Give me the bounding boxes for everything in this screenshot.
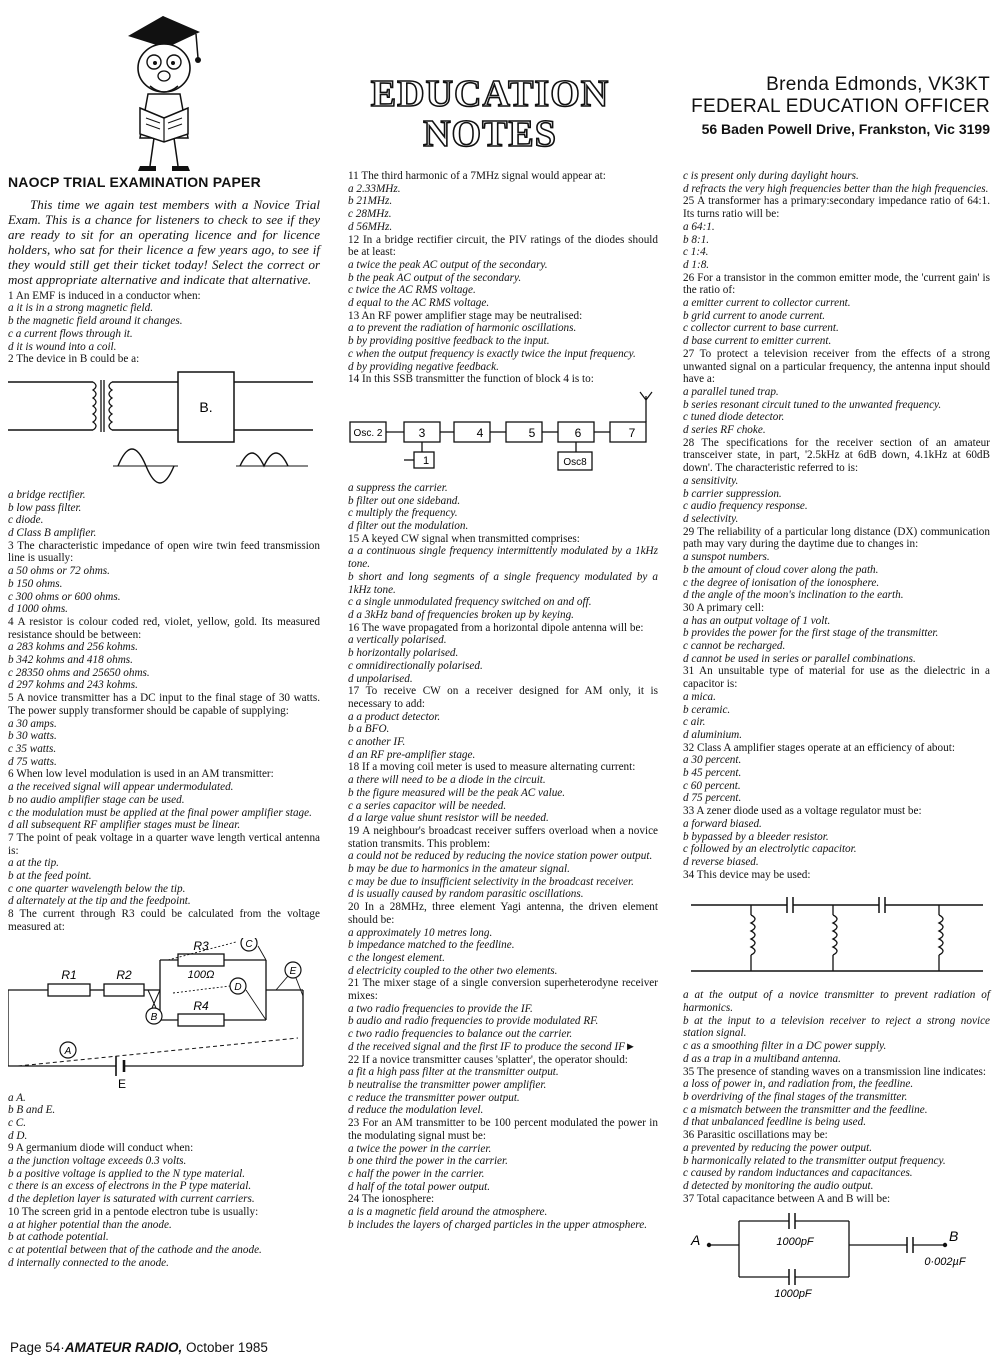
answer-option: a approximately 10 metres long. — [348, 926, 493, 939]
answer-option: c audio frequency response. — [683, 500, 808, 513]
answer-option: a 2.33MHz. — [348, 182, 401, 195]
question-text: 5 A novice transmitter has a DC input to the final stage of 30 watts. The power supply transformer should be capable of supplying: — [8, 692, 320, 717]
answer-option: c the degree of ionisation of the ionosphere. — [683, 576, 880, 589]
answer-option: d it is wound into a coil. — [8, 340, 117, 353]
question-text: 10 The screen grid in a pentode electron tube is usually: — [8, 1205, 259, 1218]
answer-option: d 1:8. — [683, 258, 710, 271]
answer-option: b the magnetic field around it changes. — [8, 315, 183, 328]
answer-option: a emitter current to collector current. — [683, 297, 851, 310]
question-text: 37 Total capacitance between A and B will be: — [683, 1192, 891, 1205]
answer-option: a bridge rectifier. — [8, 488, 86, 501]
question-text: 18 If a moving coil meter is used to measure alternating current: — [348, 761, 636, 774]
answer-option: d internally connected to the anode. — [8, 1256, 169, 1269]
block-osc2-label: Osc. 2 — [353, 427, 383, 439]
diagram-q14-ssb-transmitter — [348, 390, 658, 478]
block-6-label: 6 — [574, 425, 582, 440]
answer-option: d a large value shunt resistor will be needed. — [348, 812, 549, 825]
answer-option: c 1:4. — [683, 246, 709, 259]
answer-option: d all subsequent RF amplifier stages must be linear. — [8, 819, 241, 832]
question-text: 34 This device may be used: — [683, 868, 811, 881]
question-text: 16 The wave propagated from a horizontal dipole antenna will be: — [348, 621, 644, 634]
answer-option: a the junction voltage exceeds 0.3 volts. — [8, 1155, 187, 1168]
question-text: 35 The presence of standing waves on a transmission line indicates: — [683, 1065, 987, 1078]
answer-option: c another IF. — [348, 736, 406, 749]
question-text: 20 In a 28MHz, three element Yagi antenna, the driven element should be: — [348, 901, 658, 926]
answer-option: b the figure measured will be the peak AC value. — [348, 786, 566, 799]
meter-a-label: A — [64, 1045, 72, 1057]
answer-option: c diode. — [8, 514, 44, 527]
answer-option: d reduce the modulation level. — [348, 1104, 484, 1117]
answer-option: c a series capacitor will be needed. — [348, 799, 507, 812]
answer-option: a a product detector. — [348, 710, 441, 723]
answer-option: d 56MHz. — [348, 220, 393, 233]
answer-option: b the peak AC output of the secondary. — [348, 271, 522, 284]
masthead-line1: EDUCATION — [370, 73, 610, 115]
answer-option: c caused by random inductances and capacitances. — [683, 1167, 913, 1180]
author-address: 56 Baden Powell Drive, Frankston, Vic 3199 — [701, 121, 990, 137]
answer-option: a loss of power in, and radiation from, the feedline. — [683, 1078, 914, 1091]
answer-option: a at the output of a novice transmitter to prevent radiation of harmonics. — [683, 989, 990, 1015]
answer-option: b neutralise the transmitter power amplifier. — [348, 1079, 547, 1091]
answer-option: d the angle of the moon's inclination to the earth. — [683, 589, 904, 602]
question-group — [683, 989, 990, 1205]
r3-label: R3 — [193, 938, 209, 953]
answer-option: b low pass filter. — [8, 501, 82, 514]
question-text: 7 The point of peak voltage in a quarter wave length vertical antenna is: — [8, 831, 320, 857]
diagram-q8-circuit — [8, 938, 320, 1088]
answer-option: a to prevent the radiation of harmonic oscillations. — [348, 322, 577, 335]
answer-option: d Class B amplifier. — [8, 527, 97, 540]
answer-option: b ceramic. — [683, 703, 731, 716]
answer-option: b may be due to harmonics in the amateur signal. — [348, 863, 570, 876]
answer-option: c omnidirectionally polarised. — [348, 659, 483, 672]
answer-option: b 8:1. — [683, 233, 710, 246]
block-b-label: B. — [199, 398, 213, 415]
meter-d-label: D — [234, 981, 242, 993]
answer-option: a 30 percent. — [683, 754, 742, 767]
answer-option: b carrier suppression. — [683, 487, 782, 500]
author-name: Brenda Edmonds, VK3KT — [766, 74, 990, 95]
intro-paragraph: This time we again test members with a Novice Trial Exam. This is a chance for listeners to check to see if they are ready to sit for an operating licence and for licence holders, who sat for their licence a few years ago, to see if they would still get their ticket today! Select the correct or most appropriate alternative and indicate that alternative. — [8, 196, 320, 287]
answer-option: b a BFO. — [348, 723, 390, 736]
answer-option: b 150 ohms. — [8, 577, 63, 590]
answer-option: a is a magnetic field around the atmosphere. — [348, 1206, 548, 1219]
answer-option: b at the input to a television receiver to reject a strong novice station signal. — [683, 1014, 990, 1040]
answer-option: a has an output voltage of 1 volt. — [683, 614, 831, 627]
answer-option: d base current to emitter current. — [683, 335, 832, 348]
answer-option: b audio and radio frequencies to provide modulated RF. — [348, 1015, 599, 1028]
answer-option: b the amount of cloud cover along the path. — [683, 563, 879, 576]
answer-option: a at higher potential than the anode. — [8, 1218, 172, 1231]
answer-option: a it is in a strong magnetic field. — [8, 302, 154, 315]
r4-label: R4 — [193, 998, 209, 1013]
answer-option: c 60 percent. — [683, 779, 741, 792]
question-text: 14 In this SSB transmitter the function of block 4 is to: — [348, 373, 594, 386]
r1-label: R1 — [61, 967, 77, 982]
answer-option: a sunspot numbers. — [683, 551, 770, 564]
meter-e-label: E — [289, 965, 297, 977]
question-text: 30 A primary cell: — [683, 601, 765, 614]
answer-option: d 75 watts. — [8, 755, 57, 768]
question-text: 22 If a novice transmitter causes 'splatter', the operator should: — [348, 1053, 628, 1066]
answer-option: c the modulation must be applied at the final power amplifier stage. — [8, 806, 312, 819]
question-text: 2 The device in B could be a: — [8, 353, 140, 366]
answer-option: c tuned diode detector. — [683, 411, 785, 424]
block-1-label: 1 — [422, 454, 430, 467]
answer-option: d refracts the very high frequencies better than the high frequencies. — [683, 182, 989, 195]
cap2-label: 1000pF — [774, 1288, 812, 1300]
column-2 — [348, 170, 658, 1231]
answer-option: b 21MHz. — [348, 195, 393, 208]
answer-option: a vertically polarised. — [348, 634, 447, 647]
answer-option: c air. — [683, 716, 706, 729]
answer-option: b at cathode potential. — [8, 1231, 109, 1244]
answer-option: d 1000 ohms. — [8, 603, 68, 616]
answer-option: a 283 kohms and 256 kohms. — [8, 641, 138, 654]
answer-option: a sensitivity. — [683, 474, 739, 487]
answer-option: c 28MHz. — [348, 208, 392, 221]
answer-option: b includes the layers of charged particles in the upper atmosphere. — [348, 1218, 648, 1231]
answer-option: a two radio frequencies to provide the IF. — [348, 1002, 533, 1015]
answer-option: a mica. — [683, 690, 716, 703]
answer-option: d 297 kohms and 243 kohms. — [8, 679, 138, 692]
answer-option: d selectivity. — [683, 512, 739, 525]
footer-page-number: Page 54· — [10, 1340, 65, 1355]
answer-option: d a 3kHz band of frequencies broken up by keying. — [348, 608, 574, 621]
answer-option: d half of the total power output. — [348, 1180, 491, 1193]
question-group — [348, 170, 658, 386]
question-group — [8, 1092, 320, 1270]
answer-option: b 45 percent. — [683, 767, 742, 780]
answer-option: d equal to the AC RMS voltage. — [348, 297, 490, 310]
question-group — [8, 290, 320, 366]
answer-option: c followed by an electrolytic capacitor. — [683, 843, 857, 856]
question-text: 4 A resistor is colour coded red, violet, yellow, gold. Its measured resistance should be between: — [8, 615, 320, 641]
answer-option: b 342 kohms and 418 ohms. — [8, 654, 133, 667]
answer-option: a a continuous single frequency intermittently modulated by a 1kHz tone. — [348, 545, 658, 571]
question-text: 32 Class A amplifier stages operate at an efficiency of about: — [683, 741, 955, 754]
author-block — [691, 74, 990, 137]
answer-option: b provides the power for the first stage of the transmitter. — [683, 627, 939, 640]
answer-option: c cannot be recharged. — [683, 640, 786, 653]
question-text: 15 A keyed CW signal when transmitted comprises: — [348, 532, 580, 545]
node-a-label: A — [691, 1232, 701, 1249]
answer-option: d as a trap in a multiband antenna. — [683, 1052, 841, 1065]
answer-option: d 75 percent. — [683, 792, 742, 805]
answer-option: c as a smoothing filter in a DC power supply. — [683, 1040, 887, 1053]
page-footer — [10, 1340, 268, 1355]
answer-option: b 30 watts. — [8, 730, 57, 743]
answer-option: c twice the AC RMS voltage. — [348, 284, 476, 297]
answer-option: b overdriving of the final stages of the transmitter. — [683, 1091, 908, 1103]
question-group — [348, 482, 658, 1231]
answer-option: d D. — [8, 1129, 28, 1142]
answer-option: a forward biased. — [683, 817, 762, 830]
answer-option: a prevented by reducing the power output. — [683, 1141, 873, 1154]
question-text: 23 For an AM transmitter to be 100 percent modulated the power in the modulating signal must be: — [348, 1117, 658, 1142]
answer-option: d the depletion layer is saturated with current carriers. — [8, 1193, 255, 1206]
answer-option: d detected by monitoring the audio output. — [683, 1179, 874, 1192]
column-3 — [683, 170, 990, 1303]
answer-option: b at the feed point. — [8, 870, 92, 883]
author-title: FEDERAL EDUCATION OFFICER — [691, 96, 990, 117]
diagram-q34-filter — [683, 885, 990, 985]
answer-option: b horizontally polarised. — [348, 647, 459, 660]
question-text: 36 Parasitic oscillations may be: — [683, 1129, 828, 1142]
question-text: 13 An RF power amplifier stage may be neutralised: — [348, 309, 583, 322]
answer-option: a 30 amps. — [8, 717, 57, 730]
diagram-q37-capacitors — [683, 1209, 990, 1299]
question-text: 26 For a transistor in the common emitter mode, the 'current gain' is the ratio of: — [683, 271, 990, 297]
question-text: 27 To protect a television receiver from the effects of a strong unwanted signal on a particular frequency, the antenna input should have a: — [683, 347, 990, 386]
cap3-label: 0·002µF — [924, 1256, 966, 1269]
answer-option: c a current flows through it. — [8, 327, 133, 340]
section-title: NAOCP TRIAL EXAMINATION PAPER — [8, 174, 261, 190]
answer-option: c 35 watts. — [8, 742, 57, 755]
answer-option: d by providing negative feedback. — [348, 360, 499, 373]
answer-option: d is usually caused by random parasitic oscillations. — [348, 888, 584, 901]
answer-option: b short and long segments of a single frequency modulated by a 1kHz tone. — [348, 570, 658, 596]
question-text: 29 The reliability of a particular long distance (DX) communication path may vary during the daytime due to changes in: — [683, 525, 990, 551]
answer-option: a the received signal will appear undermodulated. — [8, 781, 234, 794]
question-text: 19 A neighbour's broadcast receiver suffers overload when a novice station transmits. This problem: — [348, 824, 658, 850]
answer-option: c multiply the frequency. — [348, 507, 458, 520]
answer-option: b impedance matched to the feedline. — [348, 939, 515, 952]
answer-option: c 28350 ohms and 25650 ohms. — [8, 666, 150, 679]
question-text: 33 A zener diode used as a voltage regulator must be: — [683, 805, 922, 818]
block-7-label: 7 — [628, 425, 636, 440]
meter-c-label: C — [245, 938, 253, 950]
answer-option: d aluminium. — [683, 728, 743, 741]
answer-option: d the received signal and the first IF to produce the second IF► — [348, 1040, 636, 1053]
question-text: 25 A transformer has a primary:secondary impedance ratio of 64:1. Its turns ratio will be: — [683, 195, 990, 221]
answer-option: d an RF pre-amplifier stage. — [348, 748, 476, 761]
masthead-line2: NOTES — [423, 113, 557, 152]
question-group — [683, 170, 990, 881]
answer-option: b by providing positive feedback to the input. — [348, 335, 550, 348]
answer-option: a 64:1. — [683, 220, 715, 233]
answer-option: c collector current to base current. — [683, 322, 839, 335]
professor-mascot-illustration — [118, 8, 208, 173]
answer-option: a twice the peak AC output of the secondary. — [348, 258, 548, 271]
question-text: 1 An EMF is induced in a conductor when: — [8, 289, 201, 302]
answer-option: a parallel tuned trap. — [683, 385, 779, 398]
masthead-logo — [340, 72, 640, 152]
answer-option: b grid current to anode current. — [683, 309, 826, 322]
answer-option: c there is an excess of electrons in the P type material. — [8, 1180, 252, 1193]
answer-option: b series resonant circuit tuned to the unwanted frequency. — [683, 398, 942, 411]
answer-option: c 300 ohms or 600 ohms. — [8, 590, 121, 603]
battery-e-label: E — [117, 1076, 127, 1088]
answer-option: b harmonically related to the transmitter output frequency. — [683, 1154, 946, 1167]
answer-option: c when the output frequency is exactly twice the input frequency. — [348, 347, 636, 360]
answer-option: b a positive voltage is applied to the N type material. — [8, 1167, 246, 1180]
answer-option: d alternately at the tip and the feedpoint. — [8, 895, 191, 908]
question-text: 21 The mixer stage of a single conversion superheterodyne receiver mixes: — [348, 977, 658, 1003]
answer-option: a A. — [8, 1091, 26, 1104]
question-text: 24 The ionosphere: — [348, 1193, 435, 1206]
answer-option: a 50 ohms or 72 ohms. — [8, 565, 110, 578]
answer-option: a suppress the carrier. — [348, 481, 448, 494]
block-5-label: 5 — [528, 425, 536, 440]
answer-option: d unpolarised. — [348, 672, 413, 685]
answer-option: b no audio amplifier stage can be used. — [8, 793, 185, 806]
block-3-label: 3 — [418, 425, 426, 440]
r2-label: R2 — [116, 967, 132, 982]
answer-option: c is present only during daylight hours. — [683, 170, 859, 182]
answer-option: a at the tip. — [8, 857, 59, 870]
answer-option: c at potential between that of the cathode and the anode. — [8, 1243, 262, 1256]
question-text: 28 The specifications for the receiver section of an amateur transceiver state, in part, '2.5kHz at 6dB down, 4.1kHz at 60dB down'. The characteristic referred to is: — [683, 436, 990, 475]
answer-option: b one third the power in the carrier. — [348, 1155, 508, 1168]
question-text: 12 In a bridge rectifier circuit, the PIV ratings of the diodes should be at least: — [348, 233, 658, 259]
meter-b-label: B — [150, 1011, 158, 1023]
answer-option: c a single unmodulated frequency switched on and off. — [348, 596, 592, 609]
answer-option: b bypassed by a bleeder resistor. — [683, 830, 829, 843]
block-4-label: 4 — [476, 425, 484, 440]
node-b-label: B — [949, 1228, 959, 1245]
question-text: 17 To receive CW on a receiver designed for AM only, it is necessary to add: — [348, 685, 658, 710]
answer-option: c reduce the transmitter power output. — [348, 1091, 520, 1104]
answer-option: c a mismatch between the transmitter and the feedline. — [683, 1103, 928, 1116]
answer-option: d reverse biased. — [683, 855, 759, 868]
answer-option: d electricity coupled to the other two elements. — [348, 964, 558, 977]
answer-option: c may be due to insufficient selectivity in the broadcast receiver. — [348, 875, 634, 888]
footer-date: October 1985 — [182, 1340, 268, 1355]
answer-option: b filter out one sideband. — [348, 494, 461, 507]
answer-option: d that unbalanced feedline is being used. — [683, 1116, 867, 1129]
answer-option: a there will need to be a diode in the circuit. — [348, 774, 546, 787]
cap1-label: 1000pF — [776, 1236, 814, 1249]
footer-publication: AMATEUR RADIO, — [64, 1340, 183, 1355]
answer-option: a fit a high pass filter at the transmitter output. — [348, 1066, 559, 1079]
question-text: 3 The characteristic impedance of open wire twin feed transmission line is usually: — [8, 539, 320, 565]
question-text: 9 A germanium diode will conduct when: — [8, 1142, 194, 1155]
answer-option: d filter out the modulation. — [348, 520, 469, 533]
answer-option: b B and E. — [8, 1104, 56, 1117]
question-group — [8, 489, 320, 934]
answer-option: d cannot be used in series or parallel combinations. — [683, 652, 916, 665]
answer-option: c half the power in the carrier. — [348, 1167, 485, 1180]
answer-option: a could not be reduced by reducing the novice station power output. — [348, 850, 653, 863]
question-text: 11 The third harmonic of a 7MHz signal would appear at: — [348, 170, 606, 182]
column-1 — [8, 176, 320, 1269]
answer-option: c two radio frequencies to balance out the carrier. — [348, 1028, 573, 1041]
question-text: 6 When low level modulation is used in an AM transmitter: — [8, 768, 274, 781]
answer-option: c C. — [8, 1116, 27, 1129]
question-text: 8 The current through R3 could be calculated from the voltage measured at: — [8, 908, 320, 933]
answer-option: d series RF choke. — [683, 424, 766, 437]
block-osc8-label: Osc8 — [563, 456, 587, 468]
r3-value-label: 100Ω — [187, 968, 215, 981]
answer-option: c one quarter wavelength below the tip. — [8, 882, 186, 895]
answer-option: a twice the power in the carrier. — [348, 1142, 492, 1155]
question-text: 31 An unsuitable type of material for use as the dielectric in a capacitor is: — [683, 665, 990, 691]
answer-option: c the longest element. — [348, 951, 445, 964]
diagram-q2-rectifier — [8, 370, 320, 485]
